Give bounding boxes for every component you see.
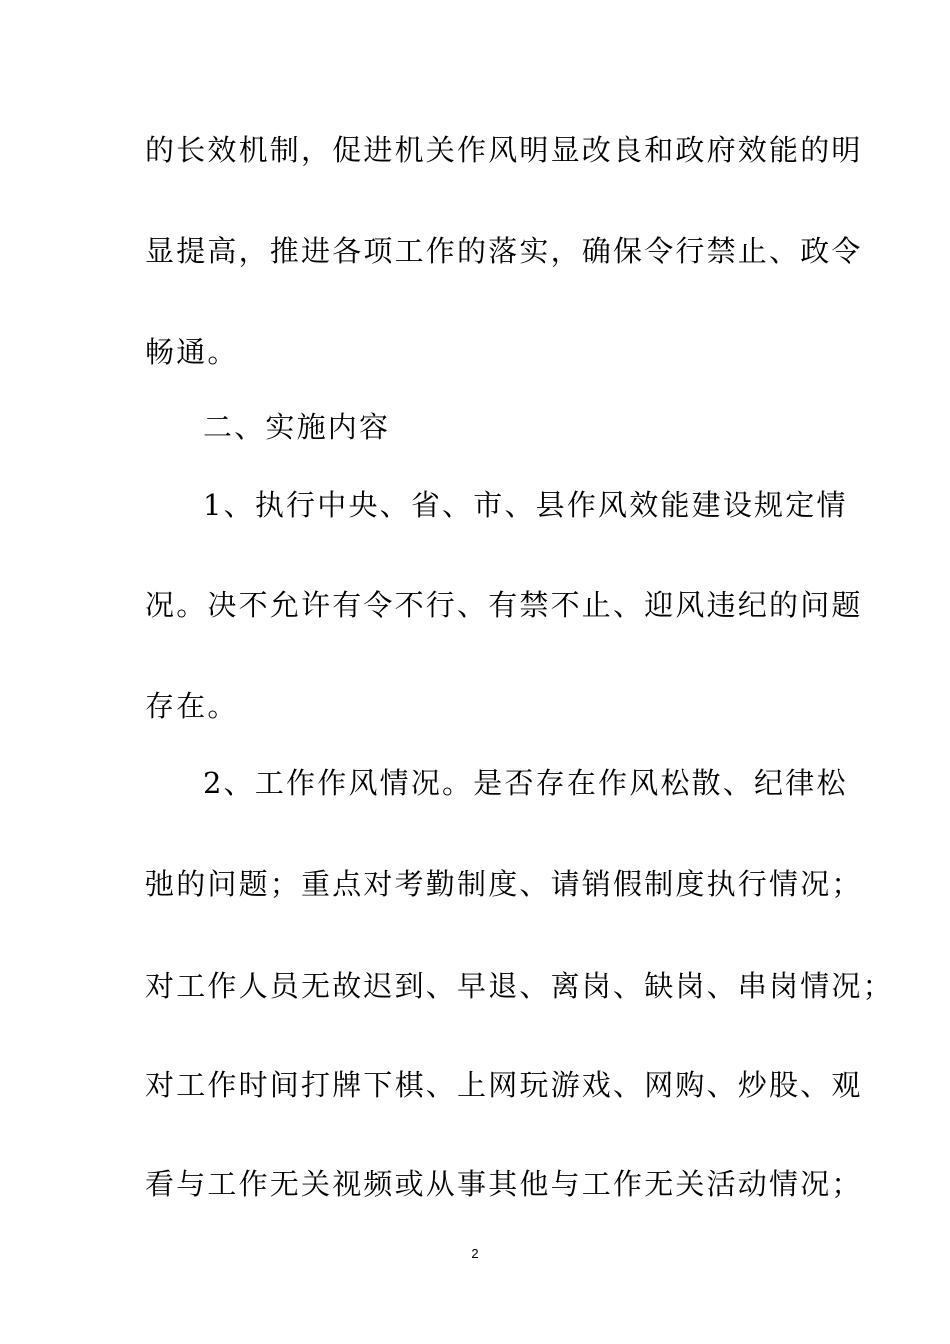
text-line: 弛的问题；重点对考勤制度、请销假制度执行情况； bbox=[145, 867, 863, 901]
text-line: 看与工作无关视频或从事其他与工作无关活动情况； bbox=[145, 1167, 863, 1201]
text-line: 2、工作作风情况。是否存在作风松散、纪律松 bbox=[203, 766, 848, 800]
text-line: 存在。 bbox=[145, 689, 239, 723]
section-heading: 二、实施内容 bbox=[203, 410, 391, 444]
text-line: 对工作人员无故迟到、早退、离岗、缺岗、串岗情况； bbox=[145, 969, 894, 1003]
text-line: 1、执行中央、省、市、县作风效能建设规定情 bbox=[203, 488, 848, 522]
page-number: 2 bbox=[471, 1246, 479, 1261]
text-line: 的长效机制，促进机关作风明显改良和政府效能的明 bbox=[145, 133, 863, 167]
text-line: 显提高，推进各项工作的落实，确保令行禁止、政令 bbox=[145, 234, 863, 268]
text-line: 况。决不允许有令不行、有禁不止、迎风违纪的问题 bbox=[145, 588, 863, 622]
text-line: 对工作时间打牌下棋、上网玩游戏、网购、炒股、观 bbox=[145, 1068, 863, 1102]
text-line: 畅通。 bbox=[145, 335, 239, 369]
